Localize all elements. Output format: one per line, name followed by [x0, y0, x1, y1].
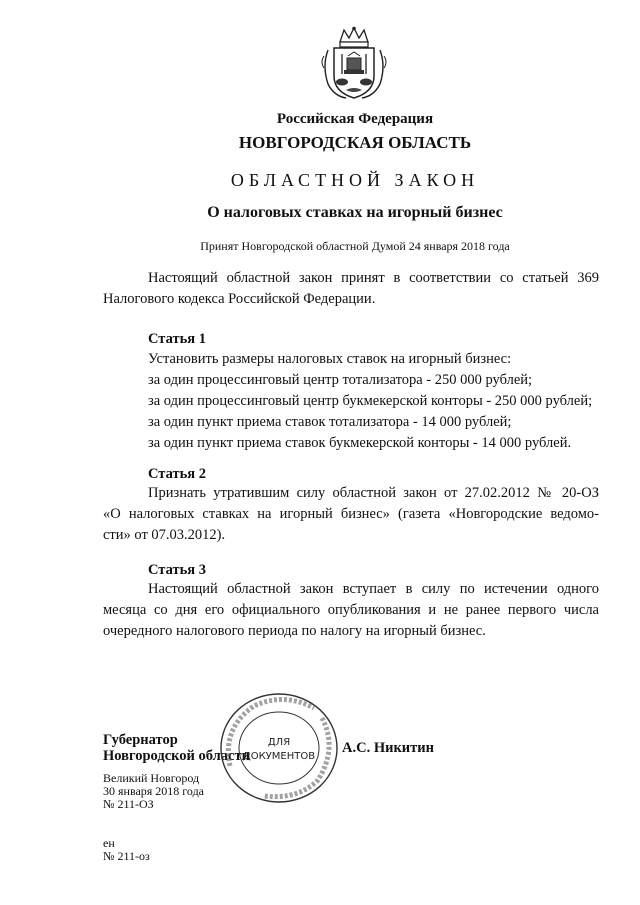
law-type-heading: ОБЛАСТНОЙ ЗАКОН [230, 170, 480, 190]
intro-paragraph [103, 268, 599, 310]
article-1-line: за один пункт приема ставок букмекерской конторы - 14 000 рублей. [148, 435, 572, 451]
article-3-line: месяца со дня его официального опубликования и не ранее первого числа [103, 602, 599, 618]
signatory-title-line: Губернатор [103, 732, 178, 748]
intro-line: Настоящий областной закон принят в соответствии со статьей 369 [148, 270, 599, 286]
law-number: № 211-ОЗ [103, 797, 154, 811]
article-3-line: Настоящий областной закон вступает в силу по истечении одного [148, 581, 599, 597]
novgorod-coat-of-arms-icon [318, 26, 390, 102]
signatory-name: А.С. Никитин [342, 740, 434, 756]
article-3-line: очередного налогового периода по налогу на игорный бизнес. [103, 623, 486, 639]
round-seal-stamp-icon [214, 688, 344, 808]
law-title: О налоговых ставках на игорный бизнес [207, 204, 503, 221]
stamp-center-line: ДЛЯ [267, 737, 291, 748]
city: Великий Новгород [103, 771, 200, 785]
article-1-line: Установить размеры налоговых ставок на игорный бизнес: [148, 351, 512, 367]
adoption-note: Принят Новгородской областной Думой 24 января 2018 года [200, 239, 510, 253]
article-1-line: за один процессинговый центр тотализатора - 250 000 рублей; [148, 372, 533, 388]
article-3-body [103, 579, 599, 642]
region-heading: НОВГОРОДСКАЯ ОБЛАСТЬ [238, 133, 472, 152]
stamp-center-line: ДОКУМЕНТОВ [242, 751, 316, 762]
place-date-block [103, 772, 204, 811]
footer-number: № 211-оз [103, 849, 150, 863]
article-2-line: сти» от 07.03.2012). [103, 527, 226, 543]
article-3-heading: Статья 3 [148, 562, 206, 578]
article-2-line: Признать утратившим силу областной закон от 27.02.2012 № 20-ОЗ [148, 485, 599, 501]
article-1-heading: Статья 1 [148, 331, 206, 347]
article-1-body [148, 349, 592, 454]
footer-initials: ен [103, 836, 115, 850]
article-1-line: за один процессинговый центр букмекерской конторы - 250 000 рублей; [148, 393, 593, 409]
article-2-heading: Статья 2 [148, 466, 206, 482]
footer-block [103, 837, 150, 863]
federation-heading: Российская Федерация [276, 111, 434, 127]
signatory-title-line: Новгородской области [103, 748, 250, 764]
article-2-line: «О налоговых ставках на игорный бизнес» (газета «Новгородские ведомо- [103, 506, 599, 522]
article-1-line: за один пункт приема ставок тотализатора - 14 000 рублей; [148, 414, 512, 430]
signing-date: 30 января 2018 года [103, 784, 205, 798]
article-2-body [103, 483, 599, 546]
intro-line: Налогового кодекса Российской Федерации. [103, 291, 376, 307]
